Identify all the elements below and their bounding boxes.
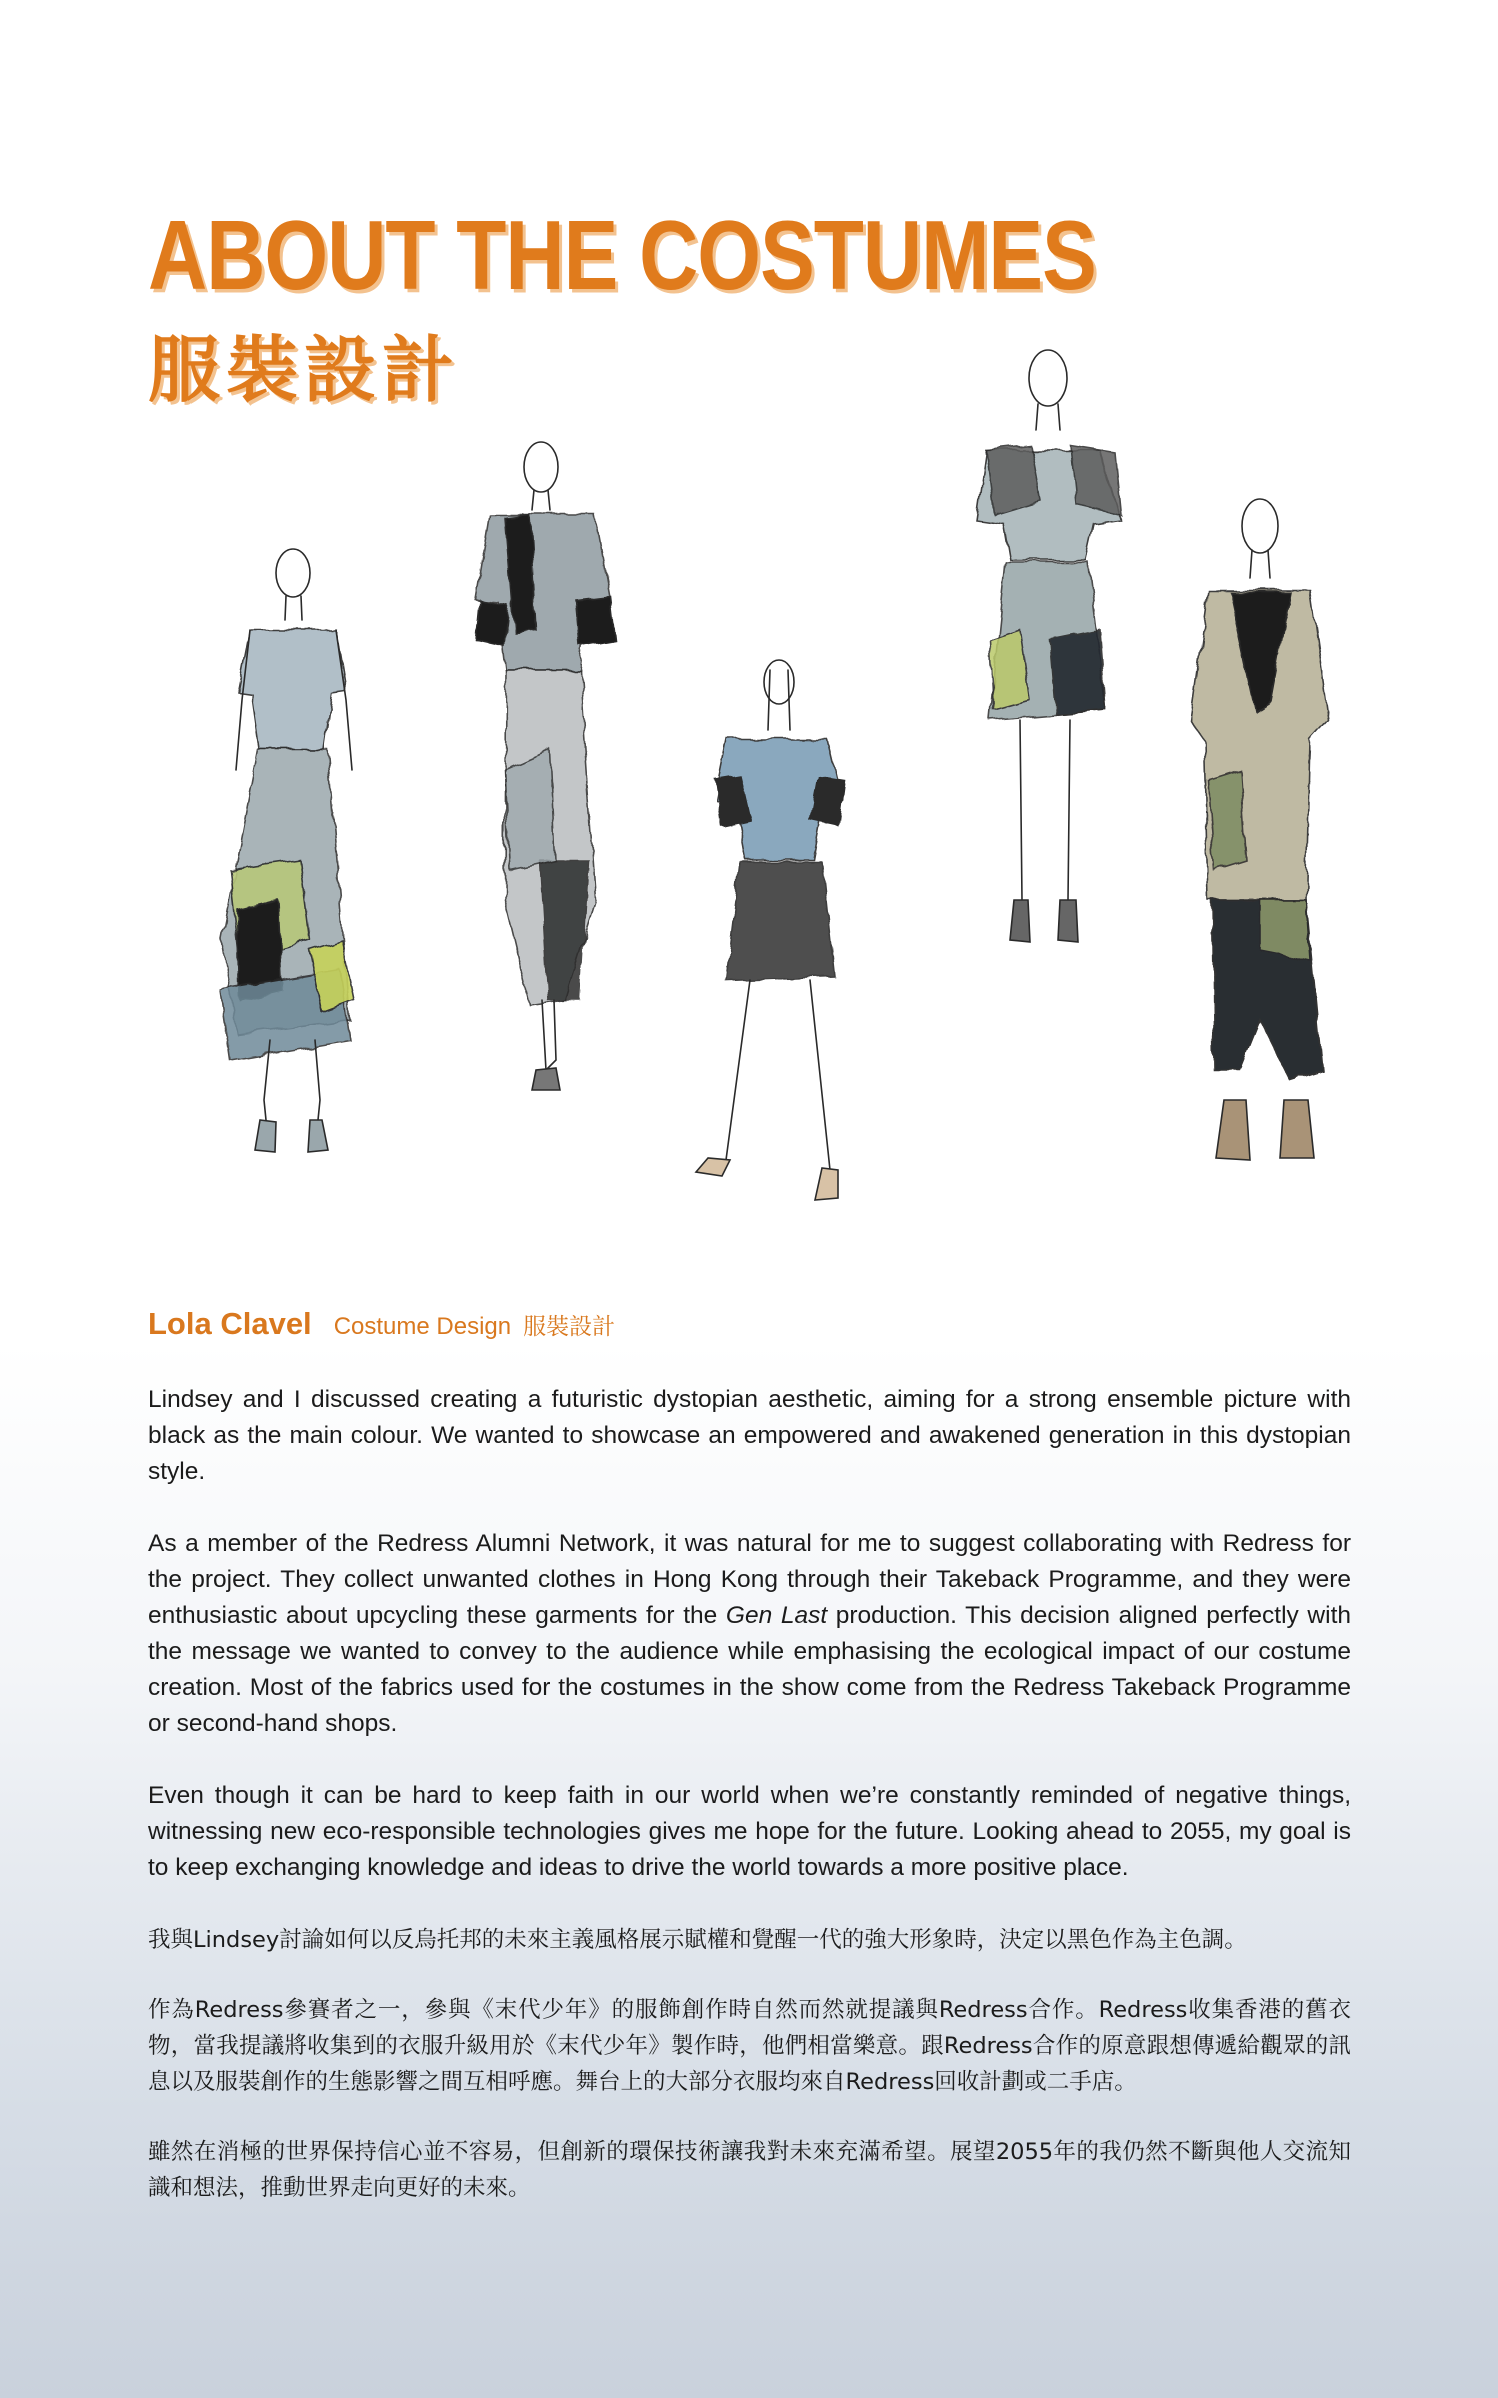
- title-chinese: 服裝設計: [148, 328, 461, 412]
- sketch-figure-5: [1190, 499, 1328, 1160]
- paragraph-en-3: Even though it can be hard to keep faith in our world when we’re constantly reminded of negative things, witnessing new eco-responsible technologies gives me hope for the future. Looking ahead to 2055, my goal is to keep exchanging knowledge and ideas to drive the world towards a more positive place.: [148, 1782, 1351, 1881]
- designer-role-chinese: 服裝設計: [523, 1314, 616, 1340]
- designer-role-english: Costume Design: [333, 1313, 512, 1340]
- sketch-figure-3: [696, 660, 844, 1200]
- production-title: Gen Last: [725, 1602, 828, 1629]
- sketch-figure-2: [476, 442, 615, 1090]
- costume-sketches-illustration: [110, 300, 1390, 1330]
- article-body: [148, 1382, 1351, 2242]
- paragraph-en-2-start: As a member of the Redress Alumni Network, it was natural for me to suggest collaborating with Redress for the project. They collect unwanted clothes in Hong Kong through their Takeback Programme, and they were enthusiastic about upcycling these garments for the: [148, 1530, 1351, 1629]
- paragraph-zh-3: 雖然在消極的世界保持信心並不容易，但創新的環保技術讓我對未來充滿希望。展望2055年的我仍然不斷與他人交流知識和想法，推動世界走向更好的未來。: [148, 2139, 1351, 2201]
- paragraph-zh-1: 我與Lindsey討論如何以反烏托邦的未來主義風格展示賦權和覺醒一代的強大形象時，決定以黑色作為主色調。: [148, 1927, 1247, 1953]
- paragraph-en-2-end: production. This decision aligned perfectly with the message we wanted to convey to the audience while emphasising the ecological impact of our costume creation. Most of the fabrics used for the costumes in the show come from the Redress Takeback Programme or second-hand shops.: [148, 1602, 1351, 1737]
- paragraph-en-1: Lindsey and I discussed creating a futuristic dystopian aesthetic, aiming for a strong ensemble picture with black as the main colour. We wanted to showcase an empowered and awakened generation in this dystopian style.: [148, 1386, 1351, 1485]
- paragraph-en-2: [148, 1526, 1351, 1742]
- designer-name: Lola Clavel: [148, 1306, 312, 1341]
- sketch-figure-1: [220, 549, 354, 1152]
- sketch-figure-4: [976, 350, 1120, 942]
- title-english: ABOUT THE COSTUMES: [148, 201, 1096, 311]
- designer-credit: [148, 1306, 615, 1342]
- paragraph-zh-2: 作為Redress參賽者之一，參與《末代少年》的服飾創作時自然而然就提議與Redress合作。Redress收集香港的舊衣物，當我提議將收集到的衣服升級用於《末代少年》製作時，他們相當樂意。跟Redress合作的原意跟想傳遞給觀眾的訊息以及服裝創作的生態影響之間互相呼應。舞台上的大部分衣服均來自Redress回收計劃或二手店。: [148, 1997, 1351, 2095]
